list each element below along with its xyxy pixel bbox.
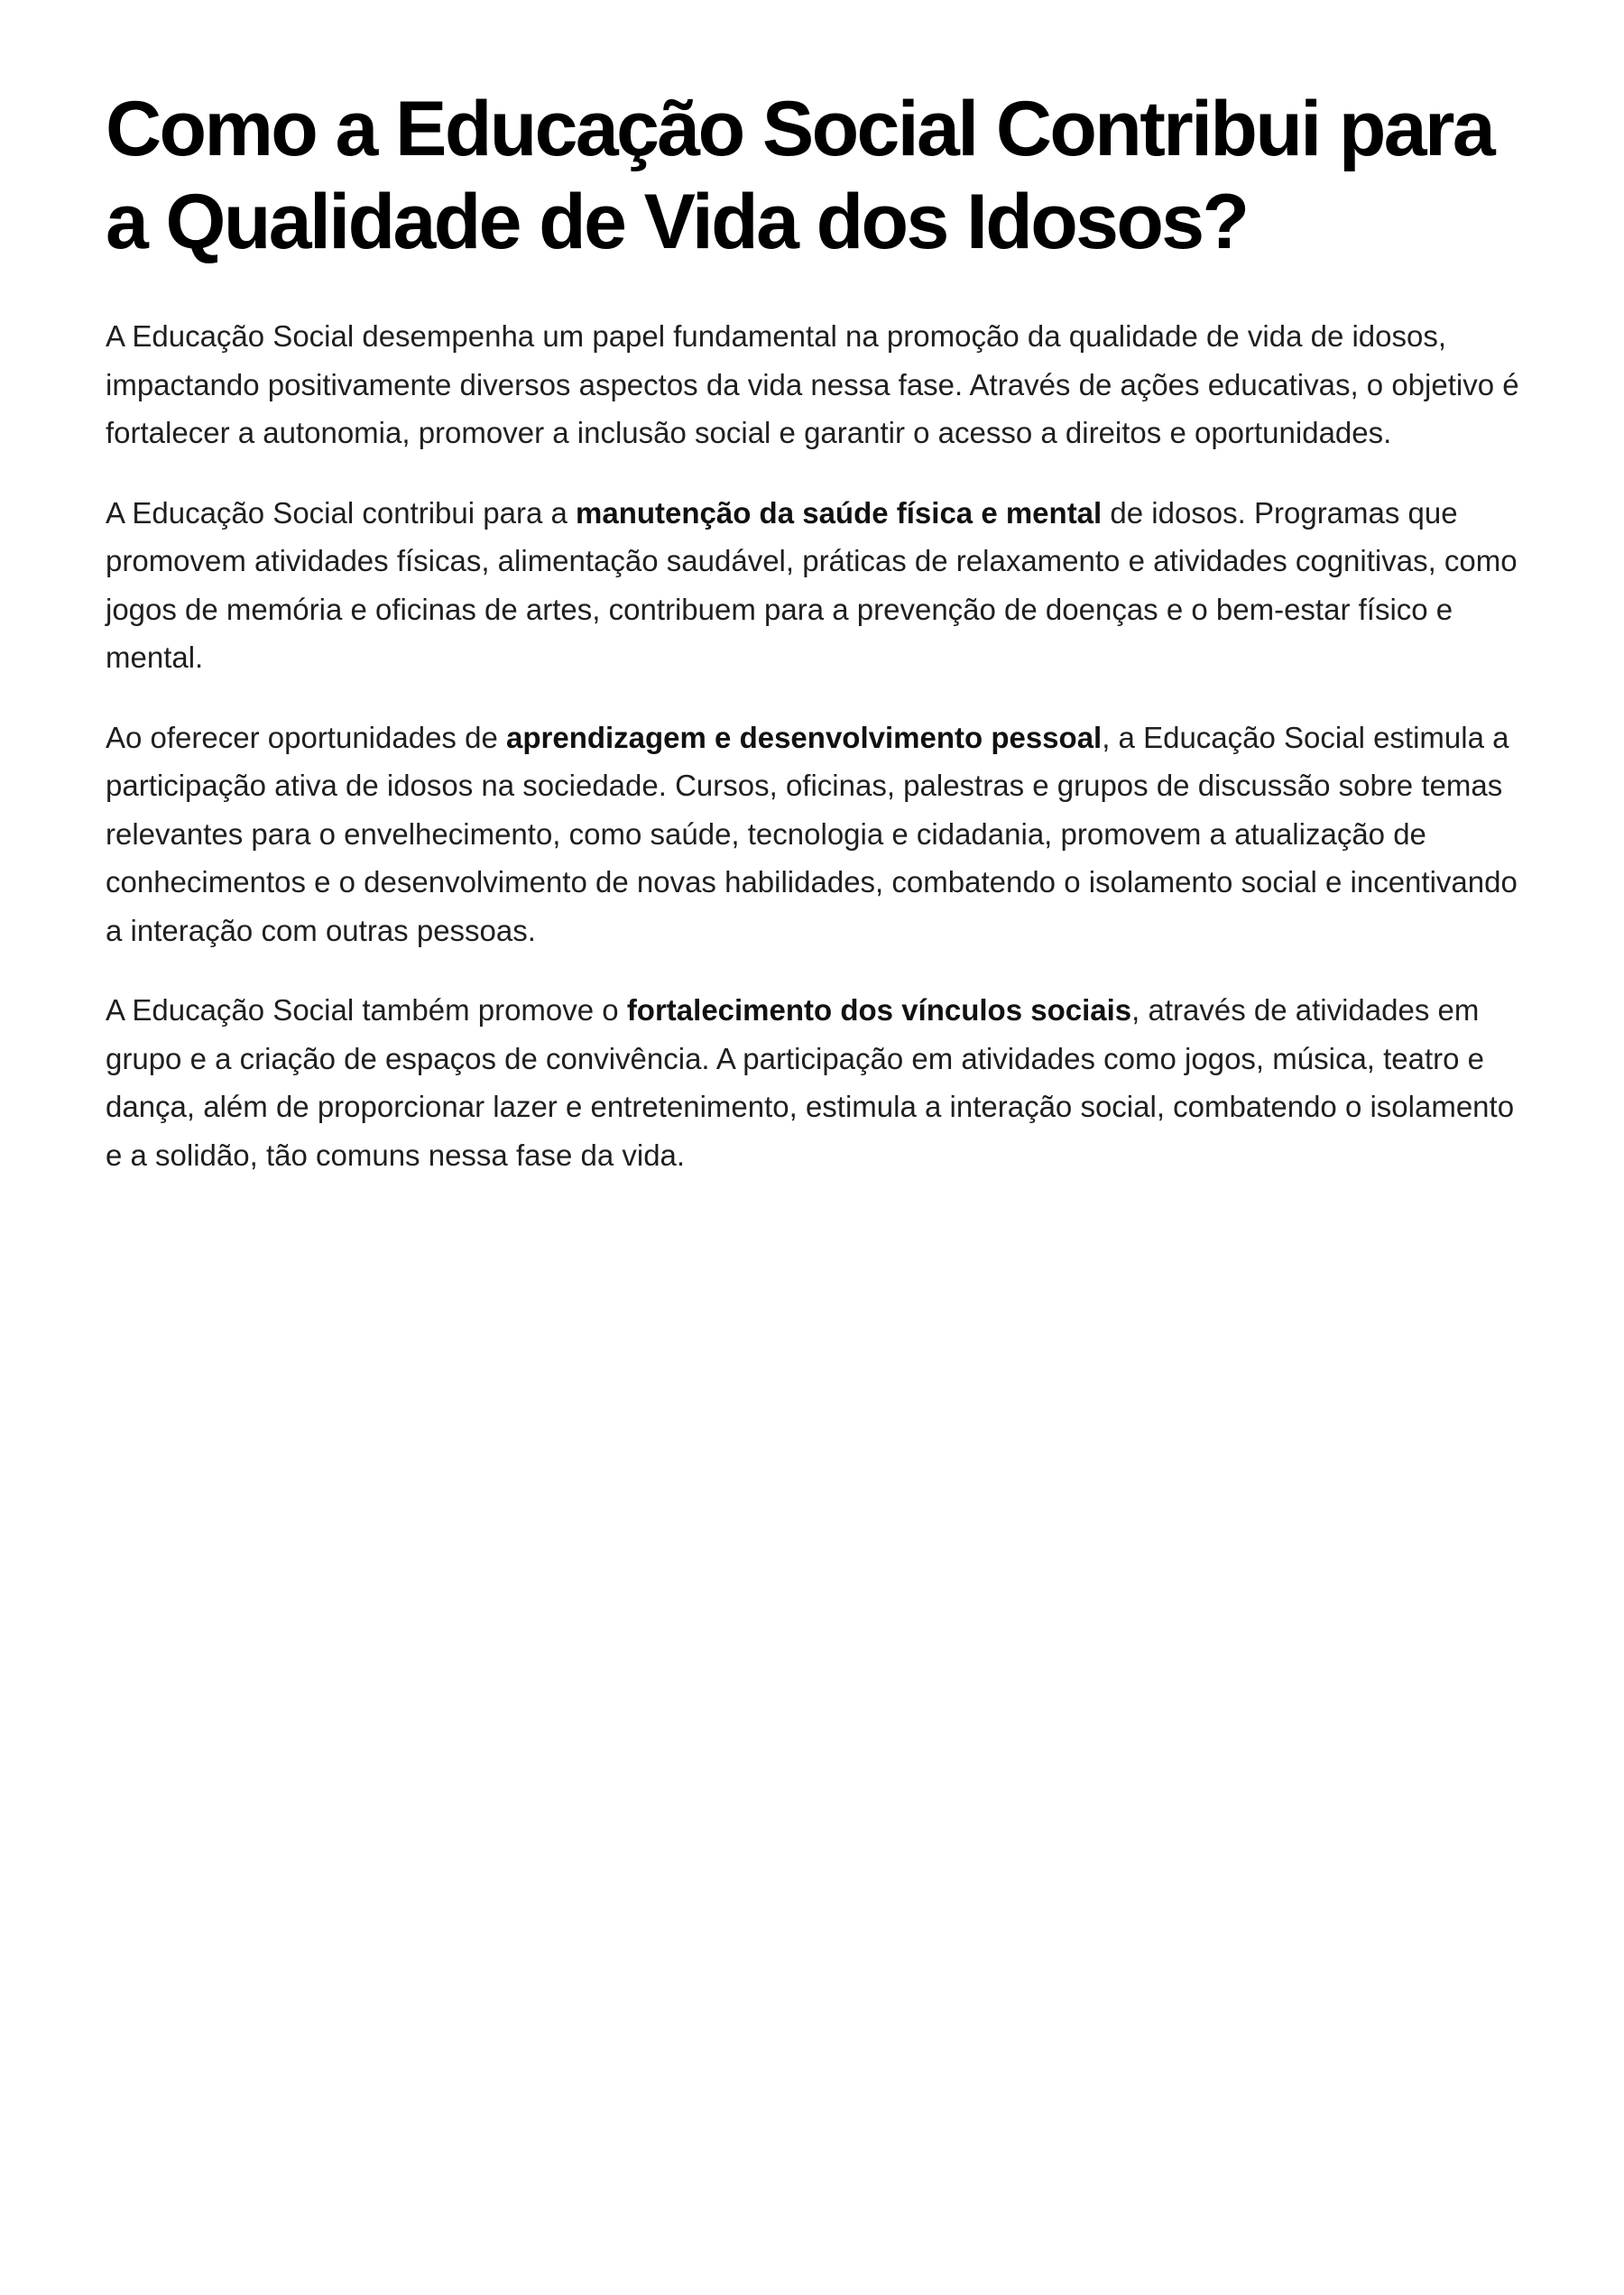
document-page xyxy=(106,83,1531,1211)
paragraph-intro: A Educação Social desempenha um papel fundamental na promoção da qualidade de vida de idosos, impactando positivamente diversos aspectos da vida nessa fase. Através de ações educativas, o objetivo é fortalecer a autonomia, promover a inclusão social e garantir o acesso a direitos e oportunidades. xyxy=(106,319,1519,449)
bold-phrase: aprendizagem e desenvolvimento pessoal xyxy=(505,720,1103,754)
paragraph-social-bonds xyxy=(106,986,1531,1179)
paragraph-text: A Educação Social também promove o xyxy=(106,993,627,1027)
paragraph-text: , através de atividades em grupo e a criação de espaços de convivência. A participação em atividades como jogos, música, teatro e dança, além de proporcionar lazer e entretenimento, estimula a interação social, combatendo o isolamento e a solidão, tão comuns nessa fase da vida. xyxy=(106,993,1515,1172)
paragraph-text: de idosos. Programas que promovem atividades físicas, alimentação saudável, práticas de relaxamento e atividades cognitivas, como jogos de memória e oficinas de artes, contribuem para a prevenção de doenças e o bem-estar físico e mental. xyxy=(106,495,1518,674)
bold-phrase: manutenção da saúde física e mental xyxy=(576,495,1103,530)
paragraph-text: A Educação Social contribui para a xyxy=(106,495,576,530)
paragraph-learning xyxy=(106,714,1531,955)
page-title: Como a Educação Social Contribui para a Qualidade de Vida dos Idosos? xyxy=(106,86,1494,265)
paragraph-text: , a Educação Social estimula a participação ativa de idosos na sociedade. Cursos, oficinas, palestras e grupos de discussão sobre temas relevantes para o envelhecimento, como saúde, tecnologia e cidadania, promovem a atualização de conhecimentos e o desenvolvimento de novas habilidades, combatendo o isolamento social e incentivando a interação com outras pessoas. xyxy=(106,720,1518,947)
paragraph-health xyxy=(106,489,1531,682)
bold-phrase: fortalecimento dos vínculos sociais xyxy=(626,993,1132,1027)
paragraph-text: Ao oferecer oportunidades de xyxy=(106,720,506,754)
